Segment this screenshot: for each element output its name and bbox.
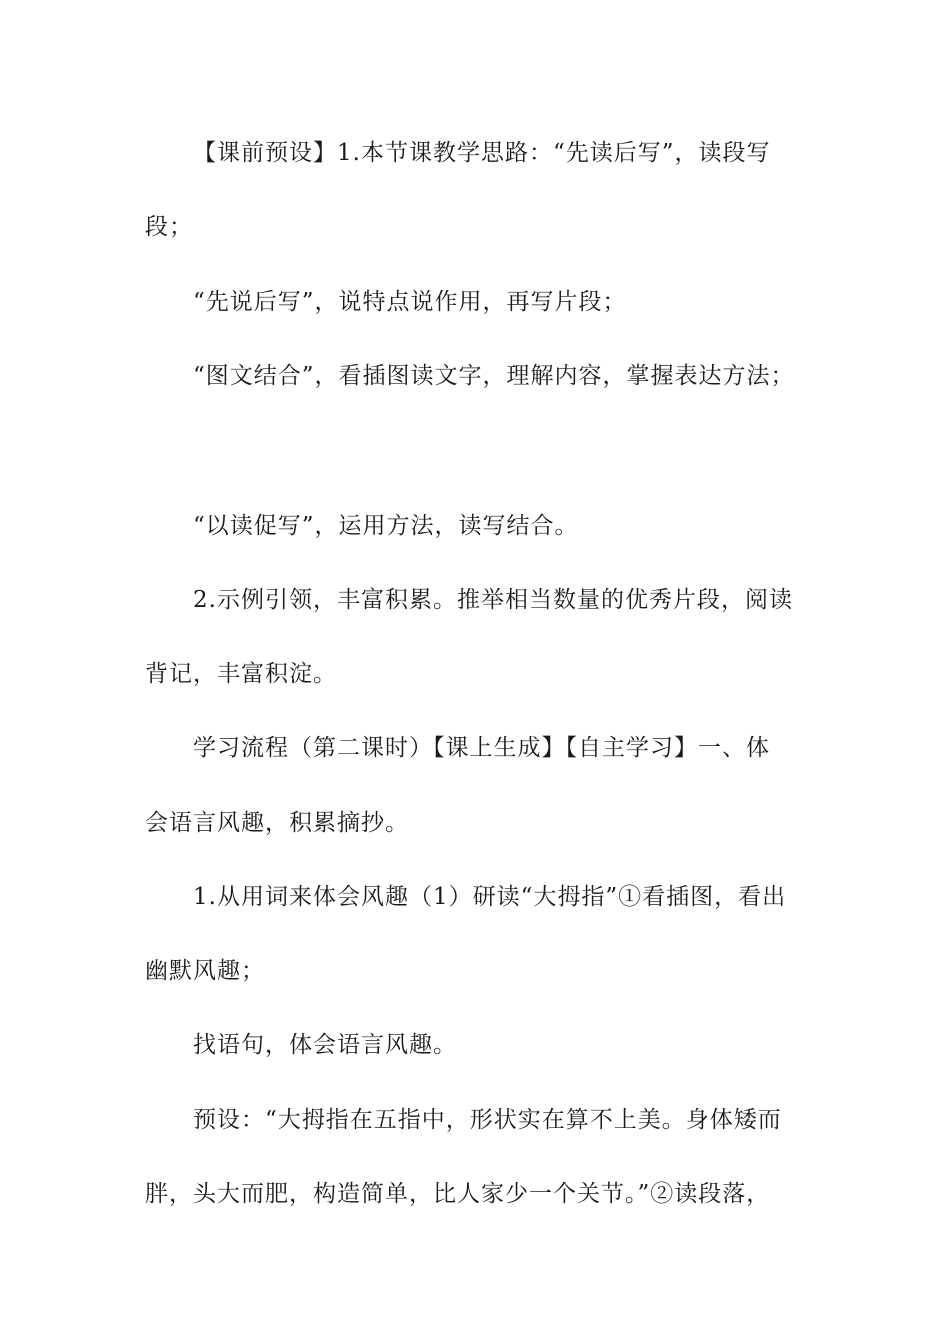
paragraph-line: 胖，头大而肥，构造简单，比人家少一个关节。”②读段落， (145, 1181, 771, 1207)
paragraph-line: 背记，丰富积淀。 (145, 661, 337, 687)
paragraph-line: 预设：“大拇指在五指中，形状实在算不上美。身体矮而 (193, 1107, 782, 1133)
paragraph-line: 段； (145, 214, 193, 240)
paragraph-line: “图文结合”，看插图读文字，理解内容，掌握表达方法； (193, 363, 795, 389)
paragraph-line: “以读促写”，运用方法，读写结合。 (193, 513, 579, 539)
paragraph-line: 2.示例引领，丰富积累。推举相当数量的优秀片段，阅读 (193, 587, 793, 613)
paragraph-line: 学习流程（第二课时）【课上生成】【自主学习】一、体 (193, 735, 770, 761)
paragraph-line: 会语言风趣，积累摘抄。 (145, 810, 409, 836)
paragraph-line: 【课前预设】1.本节课教学思路：“先读后写”，读段写 (193, 140, 771, 166)
paragraph-line: 找语句，体会语言风趣。 (193, 1032, 457, 1058)
paragraph-line: 1.从用词来体会风趣（1）研读“大拇指”①看插图，看出 (193, 884, 787, 910)
paragraph-line: 幽默风趣； (145, 958, 265, 984)
paragraph-line: “先说后写”，说特点说作用，再写片段； (193, 289, 627, 315)
